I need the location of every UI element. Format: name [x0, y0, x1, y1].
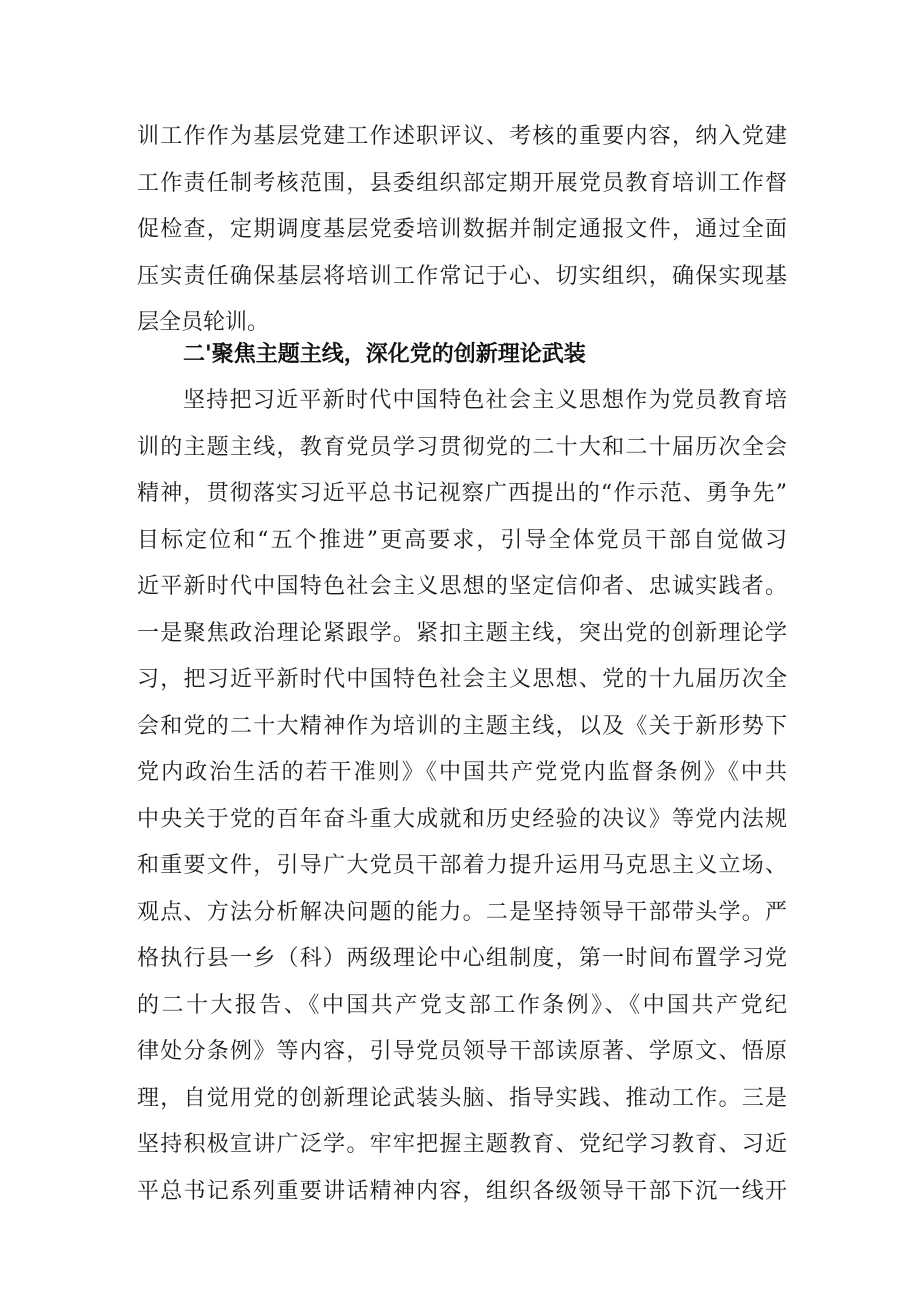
text-line: 精神，贯彻落实习近平总书记视察广西提出的“作示范、勇争先” — [137, 481, 787, 506]
text-line: 格执行县一乡（科）两级理论中心组制度，第一时间布置学习党 — [137, 946, 787, 971]
text-line: 训工作作为基层党建工作述职评议、考核的重要内容，纳入党建 — [137, 124, 787, 149]
text-line: 的二十大报告、《中国共产党支部工作条例》、《中国共产党纪 — [137, 992, 787, 1018]
text-line: 平总书记系列重要讲话精神内容，组织各级领导干部下沉一线开 — [137, 1178, 787, 1204]
text-line: 层全员轮训。 — [137, 310, 270, 335]
paragraph-body — [137, 378, 787, 1215]
text-line: 促检查，定期调度基层党委培训数据并制定通报文件，通过全面 — [137, 217, 787, 242]
text-line: 目标定位和“五个推进”更高要求，引导全体党员干部自觉做习 — [137, 527, 787, 553]
section-heading: 二'聚焦主题主线，深化党的创新理论武装 — [183, 342, 586, 367]
text-line: 理，自觉用党的创新理论武装头脑、指导实践、推动工作。三是 — [137, 1085, 787, 1111]
text-line: 近平新时代中国特色社会主义思想的坚定信仰者、忠诚实践者。 — [137, 574, 787, 599]
text-line: 律处分条例》等内容，引导党员领导干部读原著、学原文、悟原 — [137, 1039, 787, 1064]
text-line: 会和党的二十大精神作为培训的主题主线，以及《关于新形势下 — [137, 713, 787, 739]
text-line: 中央关于党的百年奋斗重大成就和历史经验的决议》等党内法规 — [137, 806, 787, 832]
text-line: 坚持积极宣讲广泛学。牢牢把握主题教育、党纪学习教育、习近 — [137, 1132, 787, 1157]
text-line: 压实责任确保基层将培训工作常记于心、切实组织，确保实现基 — [137, 263, 787, 289]
text-line: 习，把习近平新时代中国特色社会主义思想、党的十九届历次全 — [137, 667, 787, 692]
paragraph-continuation — [137, 114, 787, 347]
text-line: 一是聚焦政治理论紧跟学。紧扣主题主线，突出党的创新理论学 — [137, 620, 787, 646]
text-line: 训的主题主线，教育党员学习贯彻党的二十大和二十届历次全会 — [137, 434, 787, 460]
text-line: 观点、方法分析解决问题的能力。二是坚持领导干部带头学。严 — [137, 899, 787, 925]
text-line: 工作责任制考核范围，县委组织部定期开展党员教育培训工作督 — [137, 170, 787, 196]
text-line: 坚持把习近平新时代中国特色社会主义思想作为党员教育培 — [183, 388, 787, 413]
text-line: 党内政治生活的若干准则》《中国共产党党内监督条例》《中共 — [137, 760, 787, 785]
text-line: 和重要文件，引导广大党员干部着力提升运用马克思主义立场、 — [137, 853, 787, 878]
